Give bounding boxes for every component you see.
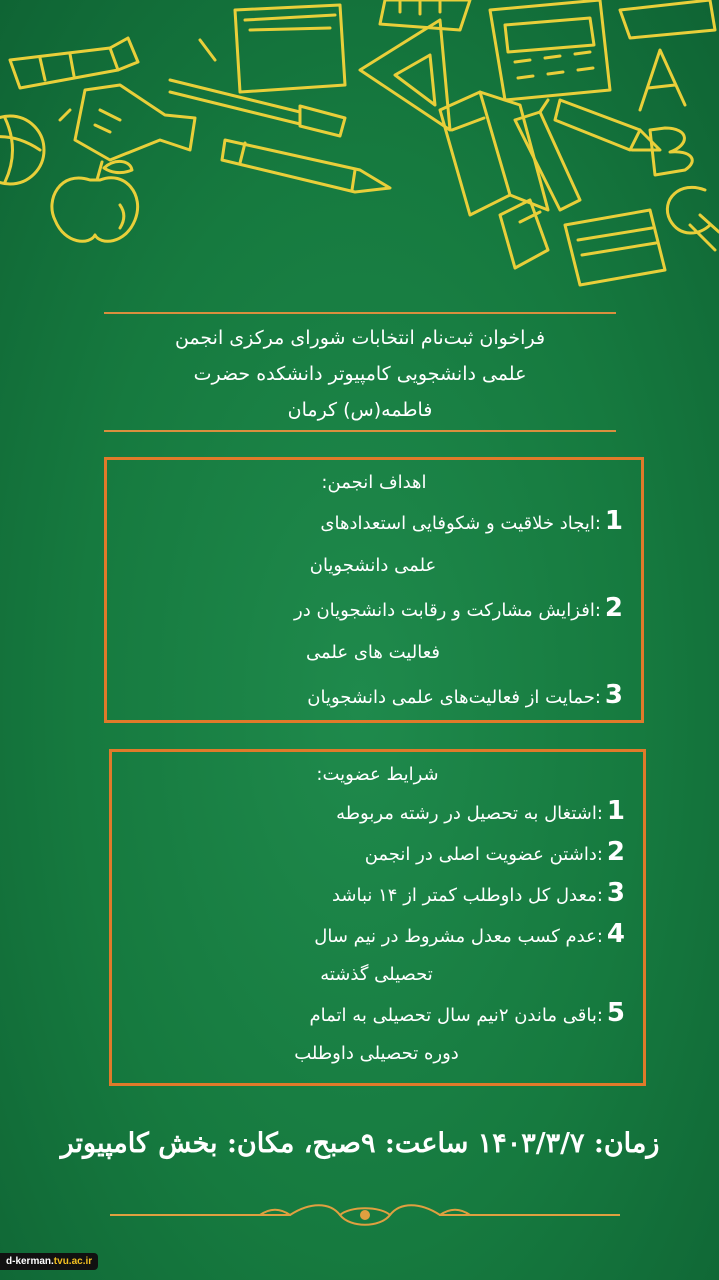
membership-conditions-section bbox=[109, 749, 646, 1086]
goals-heading: اهداف انجمن: bbox=[321, 472, 427, 493]
title-line-2: علمی دانشجویی کامپیوتر دانشکده حضرت bbox=[193, 363, 527, 385]
website-watermark bbox=[0, 1253, 98, 1270]
goal-item-1 bbox=[107, 500, 641, 587]
test-tube-doodle bbox=[10, 38, 138, 88]
condition-text-5: :باقی ماندن ۲نیم سال تحصیلی به اتمام bbox=[309, 1005, 603, 1026]
watermark-domain: tvu.ac.ir bbox=[53, 1256, 93, 1267]
condition-number-1: 1 bbox=[606, 796, 625, 826]
condition-item-1 bbox=[112, 792, 643, 833]
goal-text-1-cont: علمی دانشجویان bbox=[309, 555, 437, 576]
flask-doodle bbox=[75, 85, 195, 160]
goal-number-2: 2 bbox=[604, 593, 623, 623]
abc-letters-doodle bbox=[620, 0, 715, 233]
calculator-doodle bbox=[490, 0, 610, 100]
conditions-heading: شرایط عضویت: bbox=[316, 764, 439, 785]
time-and-place: زمان: ۱۴۰۳/۳/۷ ساعت: ۹صبح، مکان: بخش کامپیوتر bbox=[60, 1128, 660, 1159]
triangle-ruler-doodle bbox=[360, 20, 450, 130]
goal-item-3 bbox=[107, 674, 641, 719]
goal-text-2-cont: فعالیت های علمی bbox=[306, 642, 440, 663]
ornament-divider bbox=[110, 1202, 620, 1228]
condition-text-4-cont: تحصیلی گذشته bbox=[320, 964, 433, 985]
condition-item-5 bbox=[112, 994, 643, 1073]
condition-text-1: :اشتغال به تحصیل در رشته مربوطه bbox=[336, 803, 603, 824]
eraser-doodle bbox=[500, 200, 548, 268]
goal-text-1: :ایجاد خلاقیت و شکوفایی استعدادهای bbox=[320, 513, 601, 534]
condition-text-3: :معدل کل داوطلب کمتر از ۱۴ نباشد bbox=[331, 885, 603, 906]
condition-number-3: 3 bbox=[606, 878, 625, 908]
pencil-right-doodle bbox=[555, 100, 660, 150]
book-doodle bbox=[235, 5, 345, 92]
announcement-title bbox=[104, 312, 616, 432]
goals-section bbox=[104, 457, 644, 723]
watermark-prefix: d-kerman. bbox=[6, 1256, 54, 1267]
goal-text-3: :حمایت از فعالیت‌های علمی دانشجویان bbox=[307, 687, 601, 708]
ruler-doodle bbox=[380, 0, 470, 30]
condition-item-4 bbox=[112, 915, 643, 994]
goal-item-2 bbox=[107, 587, 641, 674]
condition-number-5: 5 bbox=[606, 998, 625, 1028]
condition-text-5-cont: دوره تحصیلی داوطلب bbox=[294, 1043, 459, 1064]
apple-doodle bbox=[52, 161, 138, 241]
condition-item-2 bbox=[112, 833, 643, 874]
condition-text-2: :داشتن عضویت اصلی در انجمن bbox=[364, 844, 603, 865]
school-doodles-illustration bbox=[0, 0, 719, 300]
condition-text-4: :عدم کسب معدل مشروط در نیم سال bbox=[314, 926, 603, 947]
title-line-3: فاطمه(س) کرمان bbox=[287, 399, 433, 421]
title-line-1: فراخوان ثبت‌نام انتخابات شورای مرکزی انجمن bbox=[174, 327, 546, 349]
goal-number-1: 1 bbox=[604, 506, 623, 536]
notebook-doodle bbox=[565, 210, 665, 285]
goal-text-2: :افزایش مشارکت و رقابت دانشجویان در bbox=[294, 600, 601, 621]
condition-number-4: 4 bbox=[606, 919, 625, 949]
condition-item-3 bbox=[112, 874, 643, 915]
pencil-doodle bbox=[222, 140, 390, 192]
marker-doodle bbox=[515, 100, 580, 210]
goal-number-3: 3 bbox=[604, 680, 623, 710]
ball-doodle bbox=[0, 116, 44, 184]
condition-number-2: 2 bbox=[606, 837, 625, 867]
paintbrush-doodle bbox=[170, 80, 345, 136]
